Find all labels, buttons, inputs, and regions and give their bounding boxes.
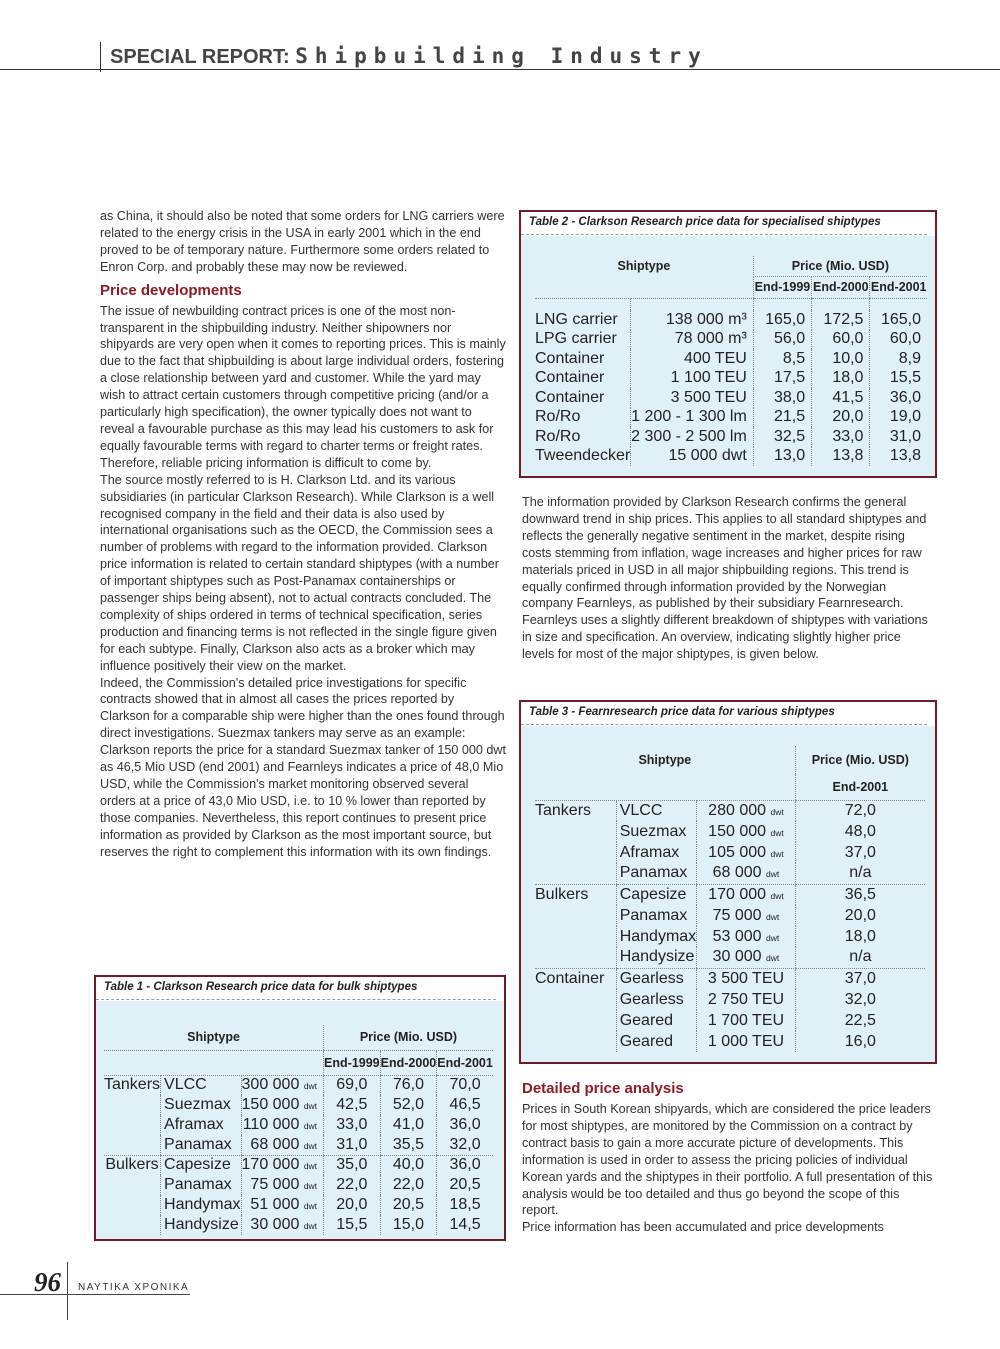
table-3-shiptype-header: Shiptype (638, 753, 692, 767)
magazine-name: ΝΑΥΤΙΚΑ ΧΡΟΝΙΚΑ (78, 1282, 190, 1293)
shiptype-cell: Panamax (616, 905, 696, 926)
price-cell: 20,0 (795, 905, 925, 926)
price-cell: 14,5 (437, 1215, 493, 1235)
size-unit: dwt (766, 953, 780, 964)
size-value: 150 000 (241, 1096, 300, 1113)
group-label (104, 1195, 161, 1215)
shiptype-cell: Geared (616, 1010, 696, 1031)
table-row (535, 884, 925, 905)
shiptype-cell: Aframax (161, 1115, 241, 1135)
price-cell: 38,0 (753, 388, 811, 408)
price-cell: 33,0 (324, 1115, 381, 1135)
price-cell: 31,0 (324, 1135, 381, 1155)
table-3 (535, 746, 925, 1052)
price-cell: 15,5 (324, 1215, 381, 1235)
body-paragraph: Indeed, the Commission's detailed price investigations for specific contracts showed that in almost all cases the prices reported by Clarkson for a comparable ship were higher than the ones found through direct investigations. Suezmax tankers may serve as an example: Clarkson reports the price for a standard Suezmax tanker of 150 000 dwt as 46,5 Mio USD (end 2001) and Fearnleys indicates a price of 48,0 Mio USD, while the Commission's market monitoring observed several orders at a price of 43,0 Mio USD, i.e. to 10 % lower than reported by those companies. Nevertheless, this report continues to present price information as provided by Clarkson as the most important source, but reserves the right to complement this information with its own findings. (100, 675, 507, 859)
body-paragraph: The issue of newbuilding contract prices is one of the most non-transparent in the shipbuilding industry. Neither shipowners nor shipyards are very open when it comes to reporting prices. This is mainly due to the fact that shipbuilding is about large individual orders, fostering a close relationship between yard and customer. While the yard may wish to attract certain customers through competitive pricing (and/or a particularly high specification), the owner typically does not want to reveal a favourable purchase as this may lead his customers to ask for equally favourable terms with regard to charter terms or freight rates. Therefore, reliable pricing information is difficult to come by. (100, 303, 506, 470)
size-cell (697, 884, 796, 905)
size-cell: 2 300 - 2 500 lm (631, 427, 754, 447)
size-unit: dwt (770, 890, 784, 901)
table-row (104, 1215, 493, 1235)
body-paragraph: Prices in South Korean shipyards, which are considered the price leaders for most shiptypes, are monitored by the Commission on a contract by contract basis to gain a more accurate picture of developments. This information is used in order to assess the pricing policies of individual Korean yards and the shiptypes in their portfolio. A full presentation of this analysis would be too detailed and thus go beyond the scope of this report. (522, 1102, 933, 1218)
size-cell (241, 1175, 324, 1195)
size-cell (241, 1095, 324, 1115)
size-cell (697, 800, 796, 821)
shiptype-cell: Panamax (616, 863, 696, 884)
size-cell (241, 1075, 324, 1095)
left-column (100, 208, 506, 861)
table-2 (535, 256, 927, 466)
price-cell: 76,0 (380, 1075, 437, 1095)
group-label (535, 863, 616, 884)
group-label (104, 1215, 161, 1235)
shiptype-cell: Tweendecker (535, 447, 631, 465)
table-row (104, 1095, 493, 1115)
price-cell: 46,5 (437, 1095, 493, 1115)
price-cell: 165,0 (753, 310, 811, 330)
price-cell: 13,0 (753, 447, 811, 467)
table-2-box (519, 210, 937, 478)
header-vertical-rule (100, 42, 101, 72)
table-row (535, 369, 927, 389)
table-3-box (519, 700, 937, 1064)
price-cell: 15,5 (870, 369, 927, 389)
shiptype-cell: Gearless (616, 989, 696, 1010)
price-cell: 172,5 (812, 310, 870, 330)
shiptype-cell: Aframax (616, 842, 696, 863)
footer-horizontal-rule (0, 1294, 190, 1295)
table-row (535, 1031, 925, 1052)
table-2-year-header: End-2001 (870, 276, 927, 298)
table-row (104, 1195, 493, 1215)
price-cell: 60,0 (870, 330, 927, 350)
shiptype-cell: Panamax (161, 1175, 241, 1195)
page-header (0, 40, 1000, 72)
shiptype-cell: Capesize (616, 884, 696, 905)
price-cell: 17,5 (753, 369, 811, 389)
size-cell: 138 000 m³ (631, 310, 754, 330)
shiptype-cell: Container (535, 349, 605, 367)
price-cell: 20,0 (324, 1195, 381, 1215)
size-cell: 78 000 m³ (631, 330, 754, 350)
size-cell (697, 905, 796, 926)
size-unit: dwt (303, 1081, 318, 1092)
group-label (535, 821, 616, 842)
price-cell: 41,5 (812, 388, 870, 408)
size-cell: 400 TEU (631, 349, 754, 369)
size-cell (241, 1115, 324, 1135)
table-row (535, 388, 927, 408)
shiptype-cell: Suezmax (161, 1095, 241, 1115)
table-row (535, 800, 925, 821)
table-2-price-header: Price (Mio. USD) (753, 256, 927, 276)
section-title (110, 44, 708, 69)
size-value: 170 000 (708, 885, 767, 903)
shiptype-cell: Handysize (616, 947, 696, 968)
footer-vertical-rule (67, 1262, 68, 1320)
size-value: 150 000 (708, 822, 767, 840)
size-cell (697, 1031, 796, 1052)
size-unit: dwt (770, 848, 784, 859)
group-label (104, 1135, 161, 1155)
table-row (535, 447, 927, 467)
group-label: Bulkers (105, 1156, 159, 1174)
size-unit: dwt (303, 1201, 318, 1211)
size-value: 1 000 TEU (707, 1032, 785, 1050)
size-unit: dwt (303, 1161, 318, 1172)
shiptype-cell: Handymax (616, 926, 696, 947)
table-2-caption: Table 2 - Clarkson Research price data for specialised shiptypes (521, 212, 927, 235)
price-cell: 15,0 (380, 1215, 437, 1235)
group-label: Tankers (535, 801, 592, 819)
table-row (104, 1175, 493, 1195)
size-cell: 15 000 dwt (631, 447, 754, 467)
size-unit: dwt (766, 869, 780, 880)
size-value: 1 700 TEU (707, 1011, 785, 1029)
price-cell: 32,0 (795, 989, 925, 1010)
size-unit: dwt (303, 1121, 318, 1131)
table-3-year-header: End-2001 (795, 774, 925, 800)
table-1-price-header: Price (Mio. USD) (324, 1025, 493, 1050)
table-row (535, 408, 927, 428)
shiptype-cell: Handymax (161, 1195, 241, 1215)
price-cell: 70,0 (437, 1075, 493, 1095)
price-cell: 69,0 (324, 1075, 381, 1095)
shiptype-cell: VLCC (616, 800, 696, 821)
table-row (535, 427, 927, 447)
size-value: 170 000 (241, 1156, 300, 1174)
price-cell: 18,5 (437, 1195, 493, 1215)
group-label (535, 947, 616, 968)
table-2-year-header: End-2000 (812, 276, 870, 298)
size-value: 105 000 (708, 843, 767, 861)
size-value: 110 000 (242, 1116, 300, 1133)
table-row (535, 947, 925, 968)
table-row (535, 310, 927, 330)
shiptype-cell: Handysize (161, 1215, 241, 1235)
shiptype-cell: Ro/Ro (535, 408, 581, 426)
shiptype-cell: Capesize (161, 1155, 241, 1175)
size-unit: dwt (303, 1221, 318, 1231)
size-value: 75 000 (712, 906, 762, 924)
table-row (104, 1135, 493, 1155)
shiptype-cell: Container (535, 369, 605, 387)
size-unit: dwt (770, 827, 784, 838)
table-row (535, 1010, 925, 1031)
price-cell: 37,0 (795, 968, 925, 989)
body-paragraph: The source mostly referred to is H. Clarkson Ltd. and its various subsidiaries (in particular Clarkson Research). While Clarkson is a well recognised company in the field and their data is also used by international organisations such as the OECD, the Commission sees a number of problems with regard to the information provided. Clarkson price information is related to certain standard shiptypes (with a number of important shiptypes such as Post-Panamax containerships or passenger ships being absent), not to actual contracts concluded. The complexity of ships ordered in terms of technical specification, series production and financing terms is not reflected in the single figure given for each subtype. Finally, Clarkson also acts as a broker which may influence positively their view on the market. (100, 472, 499, 673)
size-value: 300 000 (241, 1076, 300, 1094)
size-unit: dwt (303, 1140, 318, 1151)
detailed-price-analysis-heading: Detailed price analysis (522, 1080, 684, 1097)
size-cell (697, 1010, 796, 1031)
table-2-shiptype-header: Shiptype (617, 259, 671, 273)
price-cell: 21,5 (753, 408, 811, 428)
size-value: 2 750 TEU (707, 990, 785, 1008)
price-cell: 8,5 (753, 349, 811, 369)
price-developments-heading: Price developments (100, 281, 242, 299)
price-cell: 22,0 (324, 1175, 381, 1195)
price-cell: 165,0 (870, 310, 927, 330)
price-cell: 22,5 (795, 1010, 925, 1031)
price-cell: 18,0 (812, 369, 870, 389)
shiptype-cell: Ro/Ro (535, 427, 581, 445)
size-cell (697, 989, 796, 1010)
size-cell (241, 1195, 324, 1215)
table-3-price-header: Price (Mio. USD) (795, 746, 925, 774)
header-horizontal-rule (0, 69, 1000, 70)
group-label: Bulkers (535, 885, 589, 903)
size-unit: dwt (303, 1101, 318, 1111)
size-value: 75 000 (250, 1176, 300, 1193)
price-cell: 52,0 (380, 1095, 437, 1115)
group-label (535, 1031, 616, 1052)
size-unit: dwt (766, 911, 780, 922)
table-1-year-header: End-2000 (380, 1050, 437, 1075)
price-cell: 41,0 (380, 1115, 437, 1135)
size-cell (697, 863, 796, 884)
size-value: 51 000 (250, 1196, 300, 1213)
shiptype-cell: Geared (616, 1031, 696, 1052)
table-1-box (94, 975, 506, 1241)
price-cell: 56,0 (753, 330, 811, 350)
price-cell: 36,0 (870, 388, 927, 408)
size-cell: 1 200 - 1 300 lm (631, 408, 754, 428)
size-cell (241, 1135, 324, 1155)
price-cell: 10,0 (812, 349, 870, 369)
price-cell: 36,0 (437, 1115, 493, 1135)
body-paragraph: The information provided by Clarkson Research confirms the general downward trend in ship prices. This applies to all standard shiptypes and reflects the generally negative sentiment in the market, despite rising costs stemming from inflation, wage increases and higher prices for raw materials priced in USD in all major shipbuilding regions. This trend is equally confirmed through information provided by the Norwegian company Fearnleys, as published by their subsidiary Fearnresearch. Fearnleys uses a slightly different breakdown of shiptypes with variations in size and specification. An overview, indicating slightly higher price levels for most of the major shiptypes, is given below. (522, 495, 928, 662)
table-1-shiptype-header: Shiptype (104, 1025, 324, 1050)
price-cell: 22,0 (380, 1175, 437, 1195)
table-row (535, 842, 925, 863)
intro-paragraph: as China, it should also be noted that some orders for LNG carriers were related to the energy crisis in the USA in early 2001 which in the end proved to be of temporary nature. Furthermore some orders related to Enron Corp. and probably these may now be reviewed. (100, 209, 505, 274)
group-label (535, 926, 616, 947)
size-value: 30 000 (250, 1216, 300, 1233)
size-unit: dwt (770, 806, 784, 817)
table-row (104, 1155, 493, 1175)
price-cell: n/a (795, 863, 925, 884)
price-cell: 42,5 (324, 1095, 381, 1115)
table-1 (104, 1025, 493, 1235)
size-value: 53 000 (712, 927, 762, 945)
shiptype-cell: Panamax (161, 1135, 241, 1155)
price-cell: 8,9 (870, 349, 927, 369)
price-cell: 32,0 (437, 1135, 493, 1155)
table-row (535, 330, 927, 350)
price-cell: n/a (795, 947, 925, 968)
price-cell: 19,0 (870, 408, 927, 428)
table-row (104, 1115, 493, 1135)
price-cell: 35,0 (324, 1155, 381, 1175)
group-label: Tankers (104, 1076, 161, 1094)
table-2-year-header: End-1999 (753, 276, 811, 298)
size-cell (241, 1155, 324, 1175)
price-cell: 18,0 (795, 926, 925, 947)
size-cell (241, 1215, 324, 1235)
size-cell: 1 100 TEU (631, 369, 754, 389)
size-value: 3 500 TEU (707, 969, 785, 987)
section-label: SPECIAL REPORT: (110, 46, 290, 68)
right-column-upper (522, 494, 934, 663)
shiptype-cell: LNG carrier (535, 310, 618, 328)
size-value: 280 000 (708, 801, 767, 819)
table-row (535, 989, 925, 1010)
page-footer (0, 1262, 1000, 1322)
group-label (104, 1115, 161, 1135)
table-1-caption: Table 1 - Clarkson Research price data for bulk shiptypes (96, 977, 496, 1000)
group-label (535, 842, 616, 863)
shiptype-cell: VLCC (161, 1075, 241, 1095)
group-label (535, 989, 616, 1010)
price-cell: 40,0 (380, 1155, 437, 1175)
size-cell (697, 947, 796, 968)
size-value: 30 000 (712, 948, 762, 966)
table-row (535, 863, 925, 884)
table-3-caption: Table 3 - Fearnresearch price data for various shiptypes (521, 702, 927, 725)
right-column-lower (522, 1080, 934, 1236)
table-row (535, 968, 925, 989)
price-cell: 36,0 (437, 1155, 493, 1175)
table-row (535, 821, 925, 842)
group-label (535, 1010, 616, 1031)
price-cell: 31,0 (870, 427, 927, 447)
size-value: 68 000 (250, 1135, 300, 1153)
price-cell: 13,8 (812, 447, 870, 467)
size-value: 68 000 (712, 864, 762, 882)
shiptype-cell: Gearless (616, 968, 696, 989)
price-cell: 37,0 (795, 842, 925, 863)
size-unit: dwt (766, 932, 780, 943)
price-cell: 32,5 (753, 427, 811, 447)
price-cell: 20,0 (812, 408, 870, 428)
section-subject: Shipbuilding Industry (295, 44, 708, 68)
size-cell (697, 821, 796, 842)
price-cell: 35,5 (380, 1135, 437, 1155)
group-label (104, 1175, 161, 1195)
shiptype-cell: Container (535, 388, 605, 406)
group-label (104, 1095, 161, 1115)
table-row (535, 905, 925, 926)
shiptype-cell: LPG carrier (535, 330, 617, 348)
price-cell: 20,5 (380, 1195, 437, 1215)
size-unit: dwt (303, 1181, 318, 1191)
table-row (104, 1075, 493, 1095)
table-row (535, 349, 927, 369)
table-1-year-header: End-1999 (324, 1050, 381, 1075)
body-paragraph: Price information has been accumulated and price developments (522, 1220, 884, 1235)
price-cell: 48,0 (795, 821, 925, 842)
size-cell (697, 842, 796, 863)
price-cell: 16,0 (795, 1031, 925, 1052)
price-cell: 60,0 (812, 330, 870, 350)
price-cell: 20,5 (437, 1175, 493, 1195)
table-row (535, 926, 925, 947)
price-cell: 33,0 (812, 427, 870, 447)
size-cell (697, 968, 796, 989)
page-number: 96 (34, 1267, 61, 1297)
shiptype-cell: Suezmax (616, 821, 696, 842)
price-cell: 72,0 (795, 800, 925, 821)
size-cell: 3 500 TEU (631, 388, 754, 408)
table-1-year-header: End-2001 (437, 1050, 493, 1075)
group-label (535, 905, 616, 926)
group-label: Container (535, 969, 605, 987)
price-cell: 13,8 (870, 447, 927, 467)
size-cell (697, 926, 796, 947)
price-cell: 36,5 (795, 884, 925, 905)
